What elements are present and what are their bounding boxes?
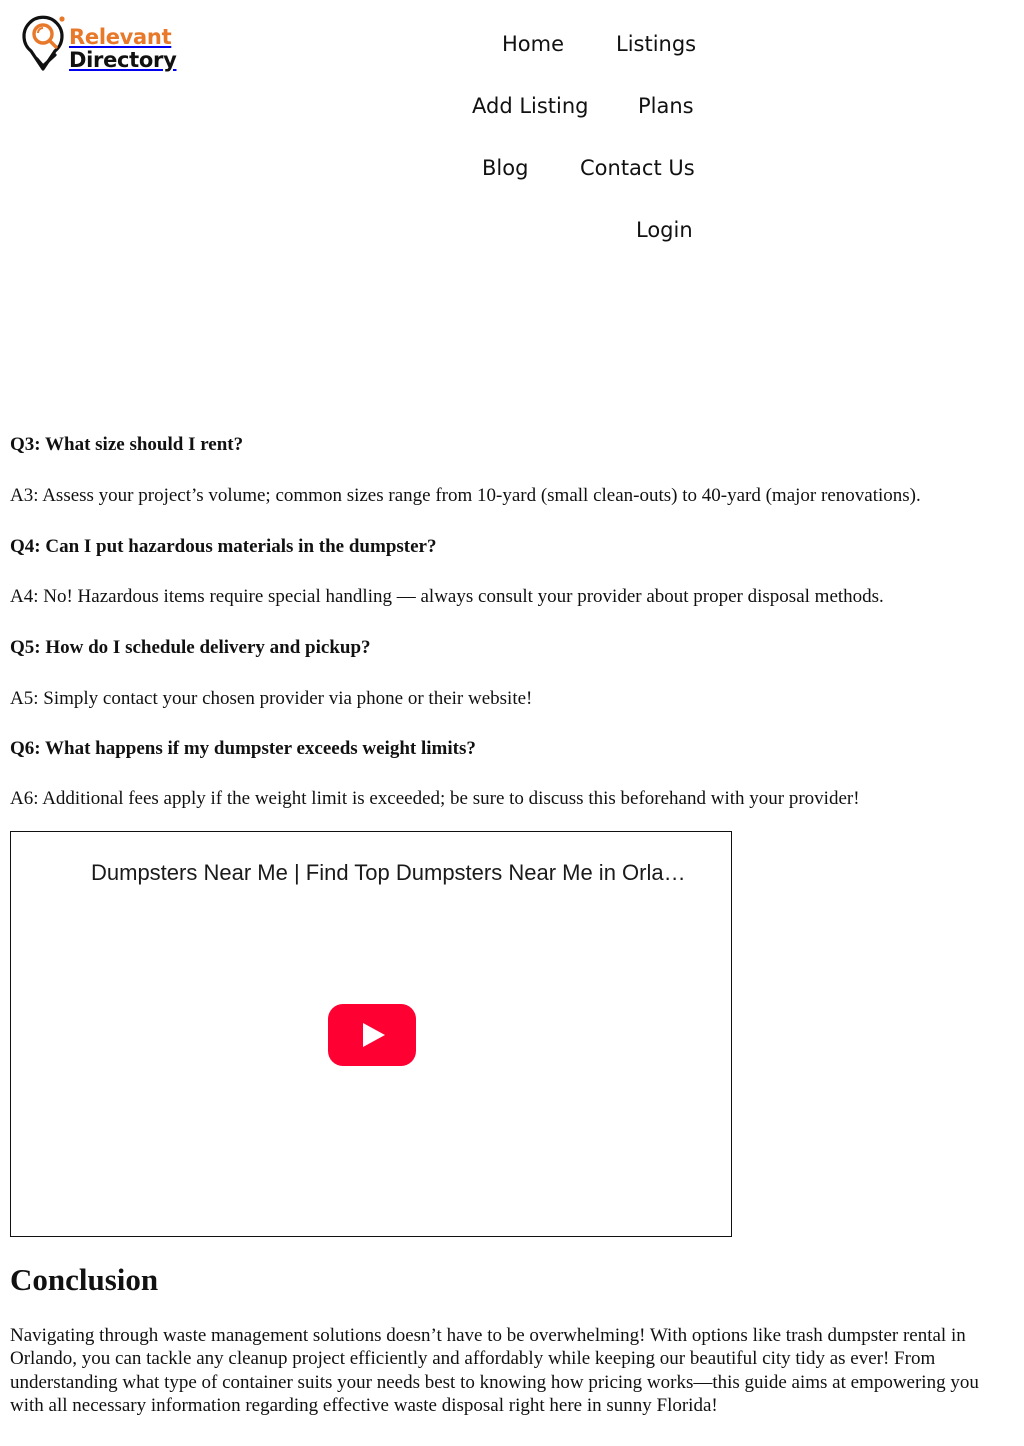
logo-wordmark — [69, 25, 177, 72]
faq-question: Q5: How do I schedule delivery and pickup? — [10, 637, 371, 658]
logo-line-directory: Directory — [69, 48, 177, 72]
site-logo[interactable] — [21, 11, 177, 75]
nav-listings[interactable]: Listings — [616, 32, 697, 56]
faq-question: Q6: What happens if my dumpster exceeds weight limits? — [10, 738, 476, 759]
faq-answer: A6: Additional fees apply if the weight limit is exceeded; be sure to discuss this beforehand with your provider! — [10, 788, 860, 809]
nav-home[interactable]: Home — [502, 32, 565, 56]
youtube-play-icon[interactable] — [328, 1004, 416, 1066]
faq-question: Q4: Can I put hazardous materials in the dumpster? — [10, 536, 437, 557]
conclusion-heading: Conclusion — [10, 1262, 159, 1297]
conclusion-paragraph: Navigating through waste management solutions doesn’t have to be overwhelming! With options like trash dumpster rental in Orlando, you can tackle any cleanup project efficiently and affordably while keeping our beautiful city tidy as ever! From understanding what type of container suits your needs best to knowing how pricing works—this guide aims at empowering you with all necessary information regarding effective waste disposal right here in sunny Florida! — [10, 1325, 979, 1416]
nav-add-listing[interactable]: Add Listing — [472, 94, 589, 118]
location-pin-search-icon — [21, 11, 65, 75]
faq-answer: A5: Simply contact your chosen provider via phone or their website! — [10, 688, 533, 709]
nav-plans[interactable]: Plans — [638, 94, 694, 118]
nav-contact-us[interactable]: Contact Us — [580, 156, 695, 180]
nav-blog[interactable]: Blog — [482, 156, 529, 180]
video-embed[interactable] — [10, 831, 732, 1237]
faq-answer: A4: No! Hazardous items require special handling — always consult your provider about proper disposal methods. — [10, 586, 884, 607]
faq-question: Q3: What size should I rent? — [10, 434, 244, 455]
video-title[interactable]: Dumpsters Near Me | Find Top Dumpsters Near Me in Orla… — [91, 860, 686, 885]
faq-answer: A3: Assess your project’s volume; common sizes range from 10-yard (small clean-outs) to 40-yard (major renovations). — [10, 485, 921, 506]
nav-login[interactable]: Login — [636, 218, 693, 242]
logo-line-relevant: Relevant — [69, 25, 172, 49]
